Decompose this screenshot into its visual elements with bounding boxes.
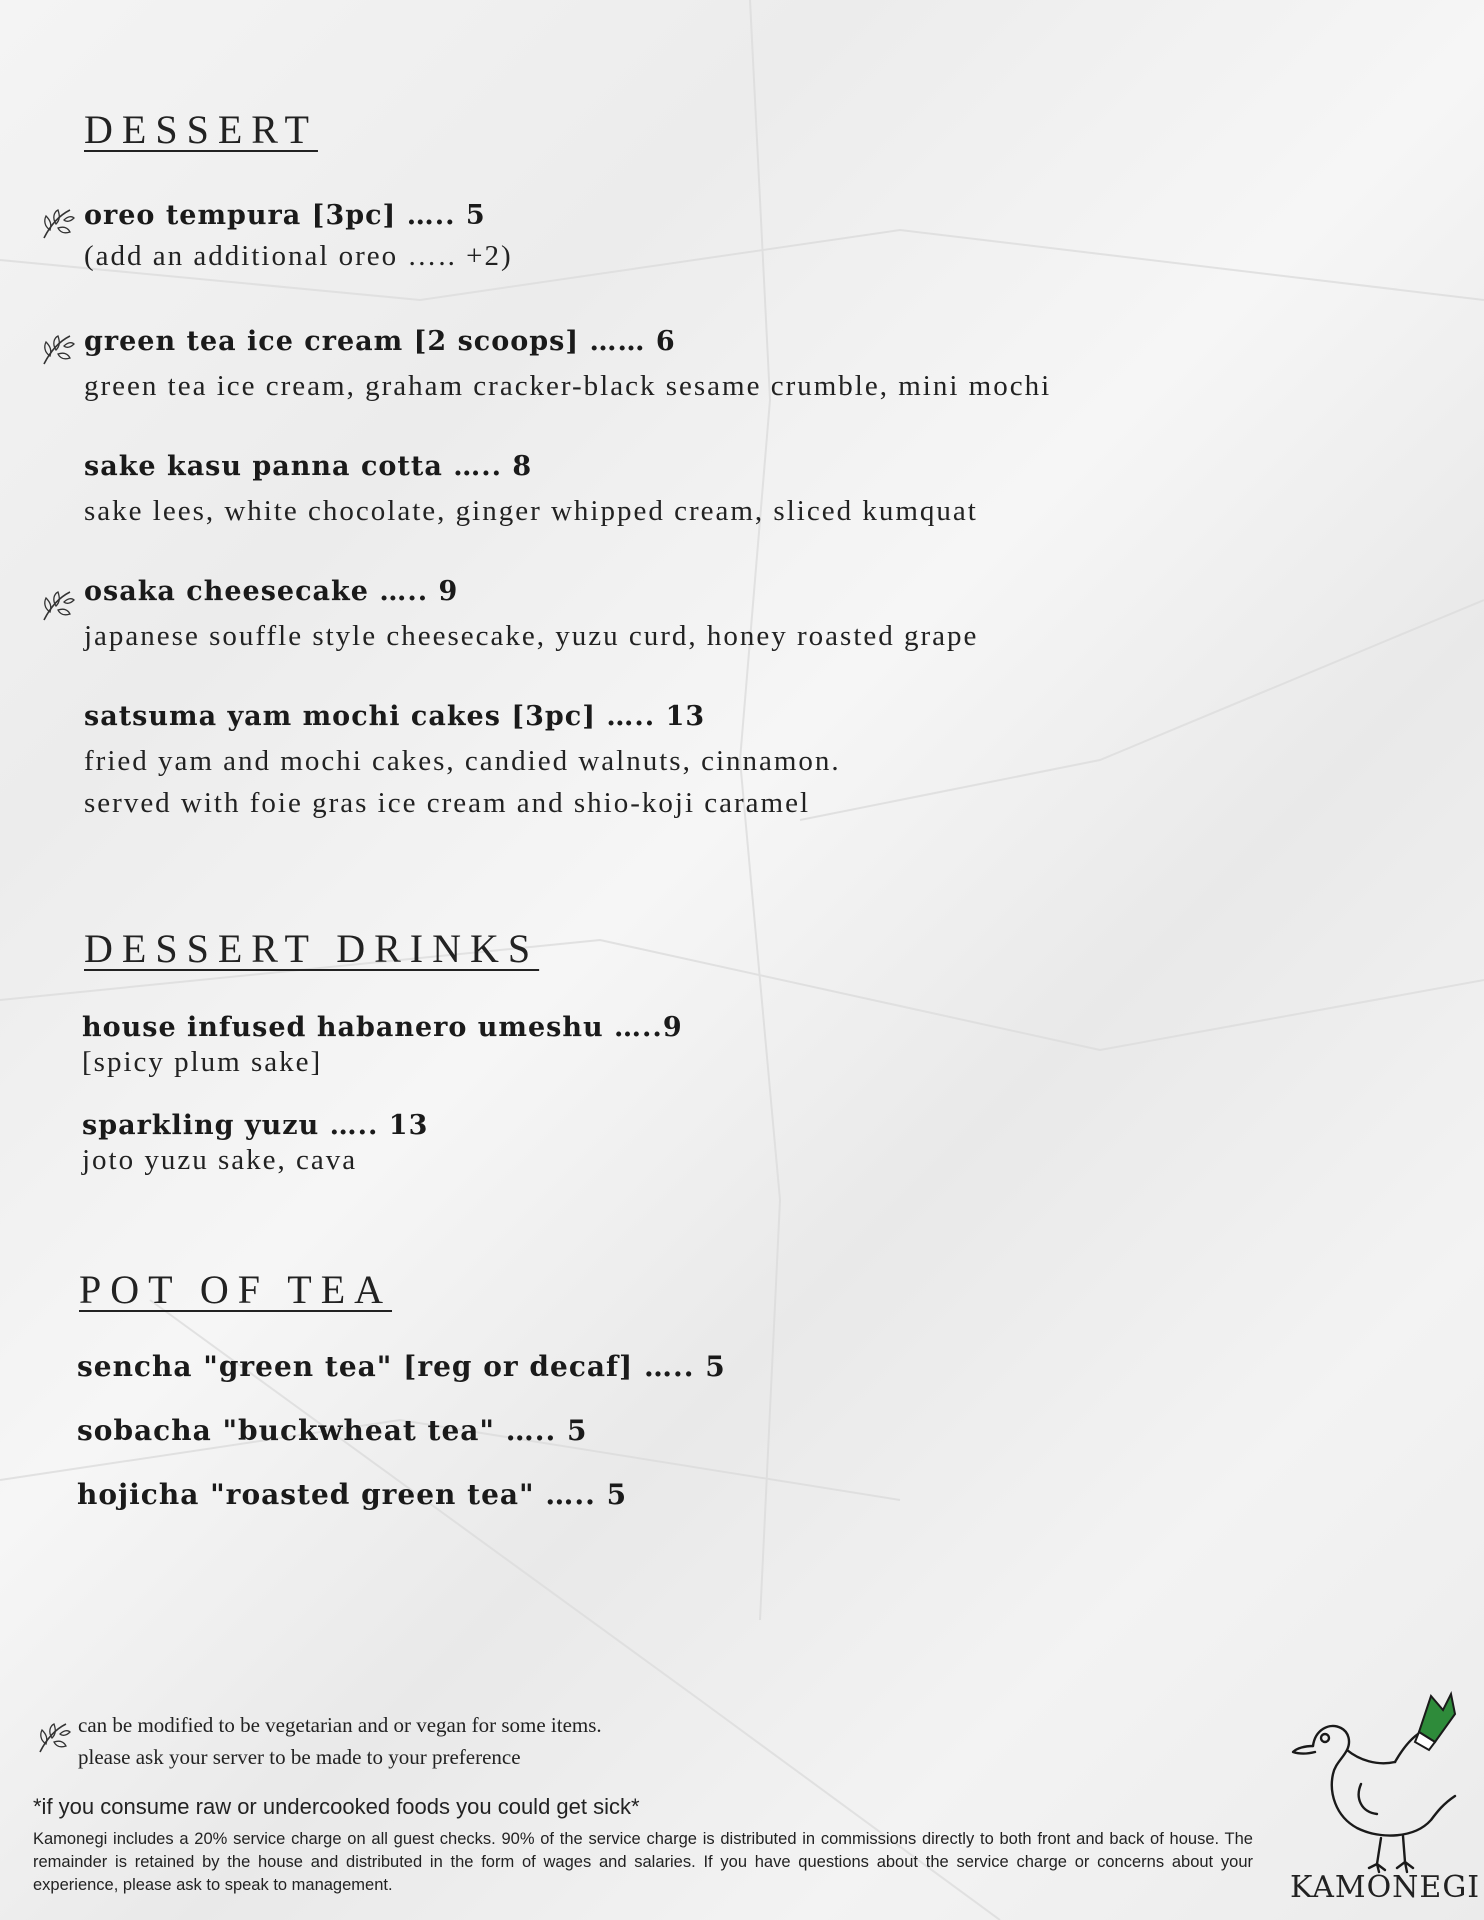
item-description: fried yam and mochi cakes, candied walnuts, cinnamon. <box>84 745 841 777</box>
item-name: sake kasu panna cotta ….. 8 <box>84 451 533 482</box>
menu-item <box>84 200 513 277</box>
veg-note: please ask your server to be made to your preference <box>78 1745 521 1769</box>
item-description: (add an additional oreo ….. +2) <box>84 240 513 272</box>
menu-item <box>77 1478 627 1511</box>
item-description: joto yuzu sake, cava <box>82 1144 358 1176</box>
brand-logotype: KAMONEGI <box>1290 1870 1481 1905</box>
dessert-section-title: DESSERT <box>84 107 318 152</box>
item-name: oreo tempura [3pc] ….. 5 <box>84 200 486 231</box>
leaf-icon <box>36 330 76 370</box>
item-description: sake lees, white chocolate, ginger whipped cream, sliced kumquat <box>84 495 978 527</box>
item-name: osaka cheesecake ….. 9 <box>84 576 459 607</box>
item-name: house infused habanero umeshu …..9 <box>82 1012 683 1043</box>
drinks-section-title: DESSERT DRINKS <box>84 926 540 971</box>
item-name: satsuma yam mochi cakes [3pc] ….. 13 <box>84 701 706 732</box>
menu-item <box>84 326 1051 407</box>
menu-item <box>77 1414 587 1447</box>
menu-item <box>84 451 978 532</box>
menu-item <box>82 1110 428 1177</box>
item-name: green tea ice cream [2 scoops] …… 6 <box>84 326 676 357</box>
item-name: hojicha "roasted green tea" ….. 5 <box>77 1478 628 1511</box>
menu-item <box>82 1012 683 1079</box>
veg-note: can be modified to be vegetarian and or vegan for some items. <box>78 1713 602 1737</box>
item-description: green tea ice cream, graham cracker-black sesame crumble, mini mochi <box>84 370 1052 402</box>
tea-section-title: POT OF TEA <box>79 1267 393 1312</box>
leaf-icon <box>32 1718 72 1758</box>
raw-food-disclaimer: *if you consume raw or undercooked foods you could get sick* <box>33 1794 640 1819</box>
item-name: sencha "green tea" [reg or decaf] ….. 5 <box>77 1350 726 1383</box>
item-description: served with foie gras ice cream and shio-koji caramel <box>84 787 811 819</box>
item-description: japanese souffle style cheesecake, yuzu curd, honey roasted grape <box>84 620 979 652</box>
menu-item <box>84 576 978 657</box>
item-name: sobacha "buckwheat tea" ….. 5 <box>77 1414 588 1447</box>
menu-item <box>84 701 841 824</box>
item-description: [spicy plum sake] <box>82 1046 323 1078</box>
item-name: sparkling yuzu ….. 13 <box>82 1110 429 1141</box>
leaf-icon <box>36 204 76 244</box>
leaf-icon <box>36 586 76 626</box>
menu-item <box>77 1350 726 1383</box>
service-charge-notice: Kamonegi includes a 20% service charge on all guest checks. 90% of the service charge is distributed in commissions directly to both front and back of house. The remainder is retained by the house and distributed in the form of wages and salaries. If you have questions about the service charge or concerns about your experience, please ask to speak to management. <box>33 1830 1253 1894</box>
